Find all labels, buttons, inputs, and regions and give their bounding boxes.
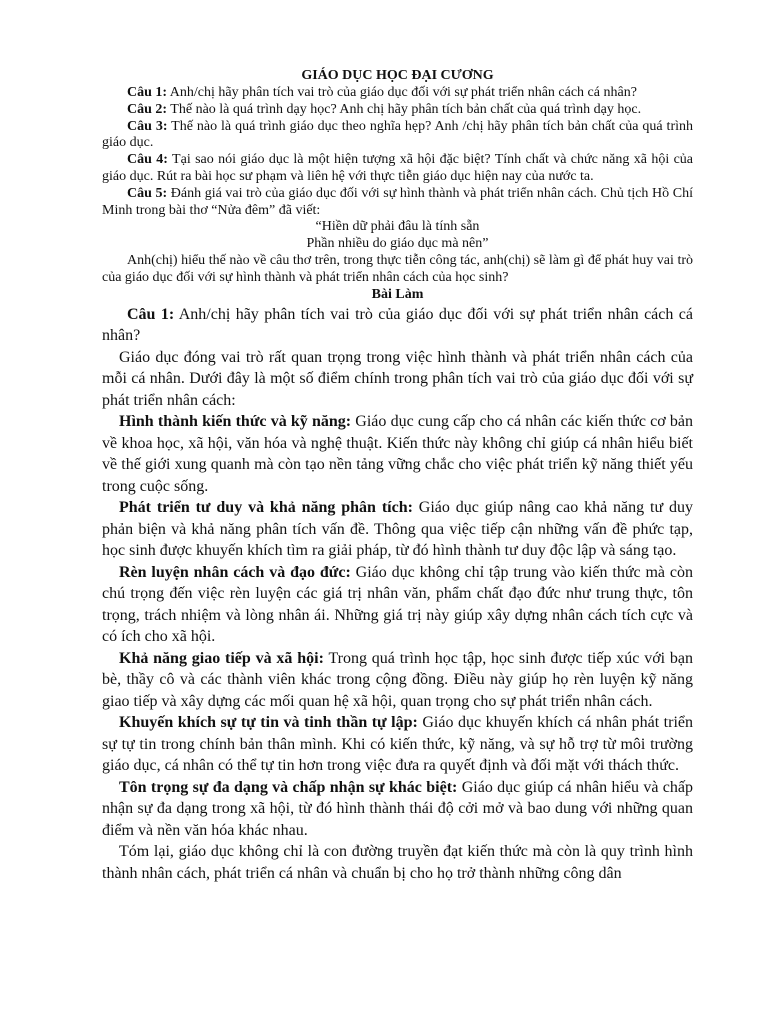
point-5-text: Giáo dục khuyến khích cá nhân phát triển sự tự tin trong chính bản thân mình. Khi có kiến thức, kỹ năng, và sự hỗ trợ từ môi trường giáo dục, cá nhân có thể tự tin hơn trong việc đưa ra quyết định và đối mặt với thách thức.: [102, 714, 693, 775]
question-list: [102, 85, 693, 287]
question-1-text: Anh/chị hãy phân tích vai trò của giáo dục đối với sự phát triển nhân cách cá nhân?: [167, 85, 637, 100]
answer-question-text: Anh/chị hãy phân tích vai trò của giáo dục đối với sự phát triển nhân cách cá nhân?: [102, 305, 693, 345]
question-4-label: Câu 4:: [127, 152, 168, 168]
point-1: [102, 411, 693, 497]
point-4: [102, 648, 693, 713]
point-2: [102, 497, 693, 562]
point-5: [102, 712, 693, 777]
question-3: [102, 119, 693, 153]
point-1-text: Giáo dục cung cấp cho cá nhân các kiến thức cơ bản về khoa học, xã hội, văn hóa và nghệ thuật. Kiến thức này không chỉ giúp cá nhân hiểu biết về thế giới xung quanh mà còn tạo nền tảng vững chắc cho việc phát triển kỹ năng thiết yếu trong cuộc sống.: [102, 413, 693, 495]
point-2-text: Giáo dục giúp nâng cao khả năng tư duy phản biện và khả năng phân tích vấn đề. Thông qua việc tiếp cận những vấn đề phức tạp, học sinh được khuyến khích tìm ra giải pháp, từ đó hình thành tư duy độc lập và sáng tạo.: [102, 499, 693, 560]
question-4-text: Tại sao nói giáo dục là một hiện tượng xã hội đặc biệt? Tính chất và chức năng xã hội của giáo dục. Rút ra bài học sư phạm và liên hệ với thực tiễn giáo dục hiện nay của nước ta.: [102, 152, 694, 184]
point-3: [102, 562, 693, 648]
answer-question-label: Câu 1:: [127, 305, 175, 323]
intro-paragraph: Giáo dục đóng vai trò rất quan trọng trong việc hình thành và phát triển nhân cách của mỗi cá nhân. Dưới đây là một số điểm chính trong phân tích vai trò của giáo dục đối với sự phát triển nhân cách:: [102, 348, 693, 409]
point-1-heading: Hình thành kiến thức và kỹ năng:: [119, 413, 352, 431]
answer-heading: Bài Làm: [371, 286, 424, 302]
question-5: [102, 186, 693, 220]
answer-body: [102, 304, 693, 885]
point-5-heading: Khuyến khích sự tự tin và tinh thần tự lập:: [119, 714, 418, 732]
question-1-label: Câu 1:: [127, 85, 168, 100]
document-title: GIÁO DỤC HỌC ĐẠI CƯƠNG: [301, 68, 494, 83]
point-2-heading: Phát triển tư duy và khả năng phân tích:: [119, 499, 413, 517]
point-3-text: Giáo dục không chỉ tập trung vào kiến thức mà còn chú trọng đến việc rèn luyện các giá trị nhân văn, phẩm chất đạo đức như trung thực, tôn trọng, trách nhiệm và lòng nhân ái. Những giá trị này giúp xây dựng nhân cách tích cực và có ích cho xã hội.: [102, 563, 693, 646]
verse-line-1: “Hiền dữ phải đâu là tính sẵn: [315, 219, 480, 235]
question-5-label: Câu 5:: [127, 185, 168, 201]
question-1: [102, 85, 693, 102]
point-3-heading: Rèn luyện nhân cách và đạo đức:: [119, 563, 351, 581]
answer-question: [102, 304, 693, 347]
question-2: [102, 102, 693, 119]
point-4-heading: Khả năng giao tiếp và xã hội:: [119, 649, 324, 667]
question-2-text: Thế nào là quá trình dạy học? Anh chị hãy phân tích bản chất của quá trình dạy học.: [167, 101, 642, 117]
question-2-label: Câu 2:: [127, 101, 168, 117]
question-5-text: Đánh giá vai trò của giáo dục đối với sự hình thành và phát triển nhân cách. Chủ tịch Hồ Chí Minh trong bài thơ “Nửa đêm” đã viết:: [102, 185, 693, 218]
question-3-text: Thế nào là quá trình giáo dục theo nghĩa hẹp? Anh /chị hãy phân tích bản chất của quá trình giáo dục.: [102, 118, 693, 151]
verse-line-2: Phần nhiều do giáo dục mà nên”: [306, 236, 489, 252]
question-4: [102, 152, 693, 186]
point-4-text: Trong quá trình học tập, học sinh được tiếp xúc với bạn bè, thầy cô và các thành viên khác trong cộng đồng. Điều này giúp họ rèn luyện kỹ năng giao tiếp và xây dựng các mối quan hệ xã hội, quan trọng cho sự phát triển nhân cách.: [102, 649, 694, 710]
point-6-text: Giáo dục giúp cá nhân hiểu và chấp nhận sự đa dạng trong xã hội, từ đó hình thành thái độ cởi mở và bao dung với những quan điểm và nền văn hóa khác nhau.: [102, 778, 693, 839]
question-5-followup: Anh(chị) hiểu thế nào về câu thơ trên, trong thực tiễn công tác, anh(chị) sẽ làm gì để phát huy vai trò của giáo dục đối với sự hình thành và phát triển nhân cách của học sinh?: [102, 252, 693, 285]
point-6: [102, 777, 693, 842]
point-6-heading: Tôn trọng sự đa dạng và chấp nhận sự khác biệt:: [119, 778, 458, 796]
conclusion-paragraph: Tóm lại, giáo dục không chỉ là con đường truyền đạt kiến thức mà còn là quy trình hình thành nhân cách, phát triển cá nhân và chuẩn bị cho họ trở thành những công dân: [102, 843, 693, 882]
question-3-label: Câu 3:: [127, 118, 168, 134]
